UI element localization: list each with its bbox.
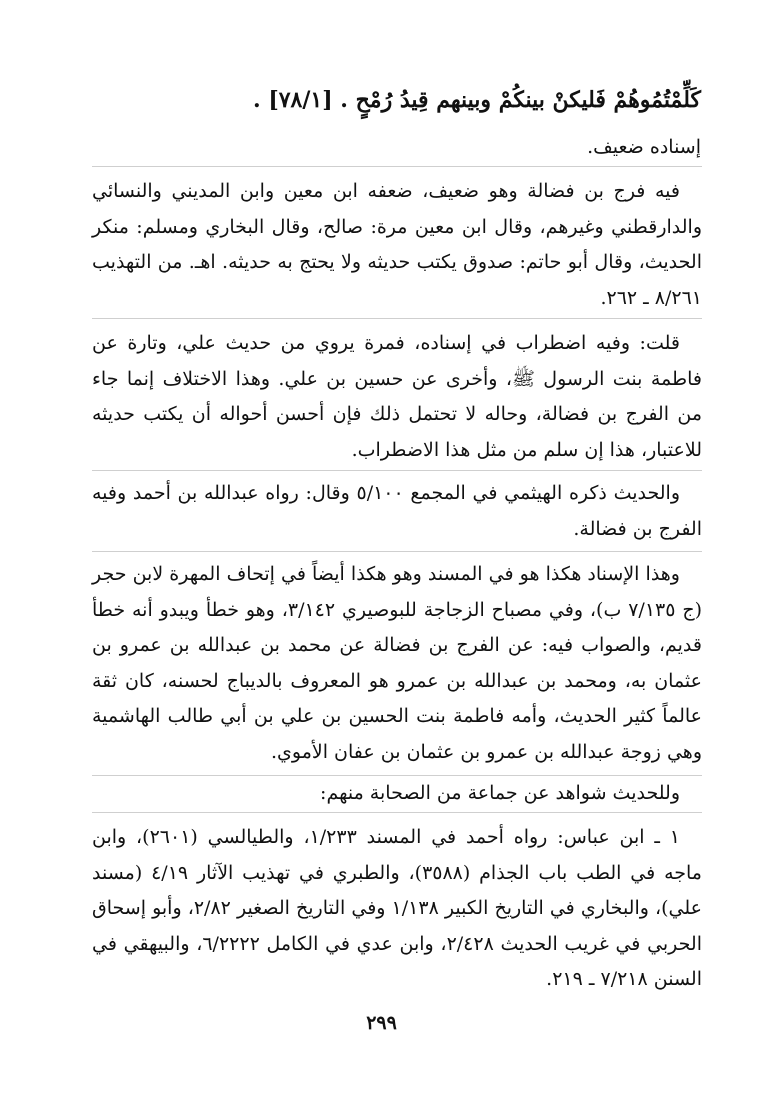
paragraph-text: وهذا الإسناد هكذا هو في المسند وهو هكذا أيضاً في إتحاف المهرة لابن حجر (ج ٧/١٣٥ ب)، وفي مصباح الزجاجة للبوصيري ٣/١٤٢، وهو خطأ ويبدو أنه خطأ قديم، والصواب فيه: عن الفرج بن فضالة عن محمد بن عبدالله بن عمرو بن عثمان به، ومحمد بن عبدالله بن عمرو هو المعروف بالديباج لحسنه، كان ثقة عالماً كثير الحديث، وأمه فاطمة بنت الحسين بن علي بن أبي طالب الهاشمية وهي زوجة عبدالله بن عمرو بن عثمان بن عفان الأموي. xyxy=(92,563,703,763)
paragraph-text: قلت: وفيه اضطراب في إسناده، فمرة يروي من حديث علي، وتارة عن فاطمة بنت الرسول ﷺ، وأخرى عن حسين بن علي. وهذا الاختلاف إنما جاء من الفرج بن فضالة، وحاله لا تحتمل ذلك فإن أحسن أحواله أن يكتب حديثه للاعتبار، هذا إن سلم من مثل هذا الاضطراب. xyxy=(92,332,702,461)
paragraph-divider xyxy=(92,318,702,319)
paragraph-narrator-criticism xyxy=(92,174,702,316)
paragraph-text: فيه فرج بن فضالة وهو ضعيف، ضعفه ابن معين وابن المديني والنسائي والدارقطني وغيرهم، وقال ابن معين مرة: صالح، وقال البخاري ومسلم: منكر الحديث، وقال أبو حاتم: صدوق يكتب حديثه ولا يحتج به حديثه. اهـ. من التهذيب ٨/٢٦١ ـ ٢٦٢. xyxy=(92,180,702,309)
paragraph-divider xyxy=(92,812,702,813)
paragraph-divider xyxy=(92,470,702,471)
paragraph-isnad-disorder xyxy=(92,326,702,468)
paragraph-text: والحديث ذكره الهيثمي في المجمع ٥/١٠٠ وقال: رواه عبدالله بن أحمد وفيه الفرج بن فضالة. xyxy=(92,482,702,540)
paragraph-isnad-error xyxy=(92,557,702,770)
paragraph-text: وللحديث شواهد عن جماعة من الصحابة منهم: xyxy=(320,782,680,804)
paragraph-witnesses-intro xyxy=(92,776,702,812)
paragraph-divider xyxy=(92,166,702,167)
paragraph-divider xyxy=(92,551,702,552)
hadith-end-text: كَلِّمْتُمُوهُمْ فَليكنْ بينكُمْ وبينهم قِيدُ رُمْحٍ . [٧٨/١] . xyxy=(253,87,701,113)
paragraph-haythami xyxy=(92,476,702,547)
isnad-grade: إسناده ضعيف. xyxy=(587,136,701,158)
page-number: ٢٩٩ xyxy=(366,1012,397,1034)
paragraph-ibn-abbas xyxy=(92,820,702,998)
paragraph-text: ١ ـ ابن عباس: رواه أحمد في المسند ١/٢٣٣، والطيالسي (٢٦٠١)، وابن ماجه في الطب باب الجذام (٣٥٨٨)، والطبري في تهذيب الآثار ٤/١٩ (مسند علي)، والبخاري في التاريخ الكبير ١/١٣٨ وفي التاريخ الصغير ٢/٨٢، وأبو إسحاق الحربي في غريب الحديث ٢/٤٢٨، وابن عدي في الكامل ٦/٢٢٢٢، والبيهقي في السنن ٧/٢١٨ ـ ٢١٩. xyxy=(92,826,703,990)
